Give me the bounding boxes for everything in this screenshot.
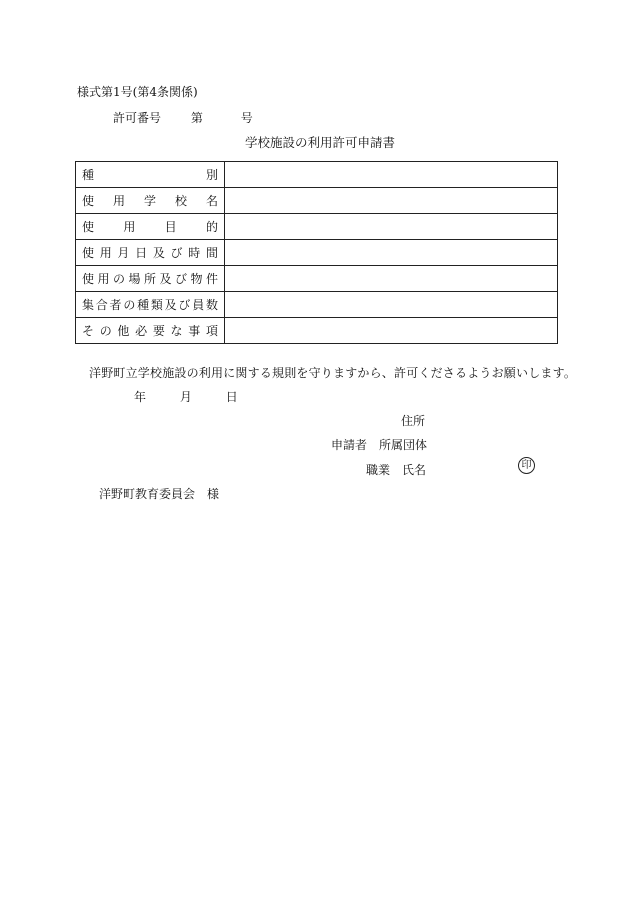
applicant-row	[331, 436, 427, 453]
table-row	[76, 240, 558, 266]
addressee-name: 洋野町教育委員会	[99, 487, 196, 501]
row-value-school[interactable]	[225, 188, 558, 214]
seal-icon: 印	[518, 457, 535, 474]
row-value-other[interactable]	[225, 318, 558, 344]
row-label-school: 使用学校名	[76, 188, 225, 214]
row-label-purpose: 使用目的	[76, 214, 225, 240]
row-label-other: その他必要な事項	[76, 318, 225, 344]
date-year: 年	[134, 390, 147, 404]
table-row	[76, 266, 558, 292]
row-value-attendees[interactable]	[225, 292, 558, 318]
permit-dai: 第	[190, 111, 203, 125]
table-row	[76, 214, 558, 240]
date-row	[134, 388, 268, 405]
addressee-honorific: 様	[207, 487, 220, 501]
row-label-attendees: 集合者の種類及び員数	[76, 292, 225, 318]
permit-go: 号	[240, 111, 253, 125]
row-label-type: 種別	[76, 162, 225, 188]
table-row	[76, 292, 558, 318]
pledge-statement: 洋野町立学校施設の利用に関する規則を守りますから、許可くださるようお願いします。	[89, 366, 577, 380]
date-month: 月	[179, 390, 192, 404]
row-label-datetime: 使用月日及び時間	[76, 240, 225, 266]
address-label: 住所	[401, 414, 426, 428]
table-row	[76, 188, 558, 214]
occupation-label: 職業	[366, 463, 391, 477]
occupation-row	[366, 461, 426, 478]
permit-number-row	[113, 109, 253, 126]
row-value-purpose[interactable]	[225, 214, 558, 240]
form-number: 様式第1号(第4条関係)	[77, 85, 198, 99]
row-value-place[interactable]	[225, 266, 558, 292]
row-value-datetime[interactable]	[225, 240, 558, 266]
row-label-place: 使用の場所及び物件	[76, 266, 225, 292]
addressee	[99, 485, 219, 502]
applicant-label: 申請者	[331, 438, 368, 452]
permit-number-label: 許可番号	[113, 111, 162, 125]
table-row	[76, 162, 558, 188]
document-title: 学校施設の利用許可申請書	[245, 135, 396, 150]
table-row	[76, 318, 558, 344]
name-label: 氏名	[402, 463, 427, 477]
affiliation-label: 所属団体	[379, 438, 428, 452]
row-value-type[interactable]	[225, 162, 558, 188]
application-table	[75, 161, 558, 344]
date-day: 日	[225, 390, 238, 404]
